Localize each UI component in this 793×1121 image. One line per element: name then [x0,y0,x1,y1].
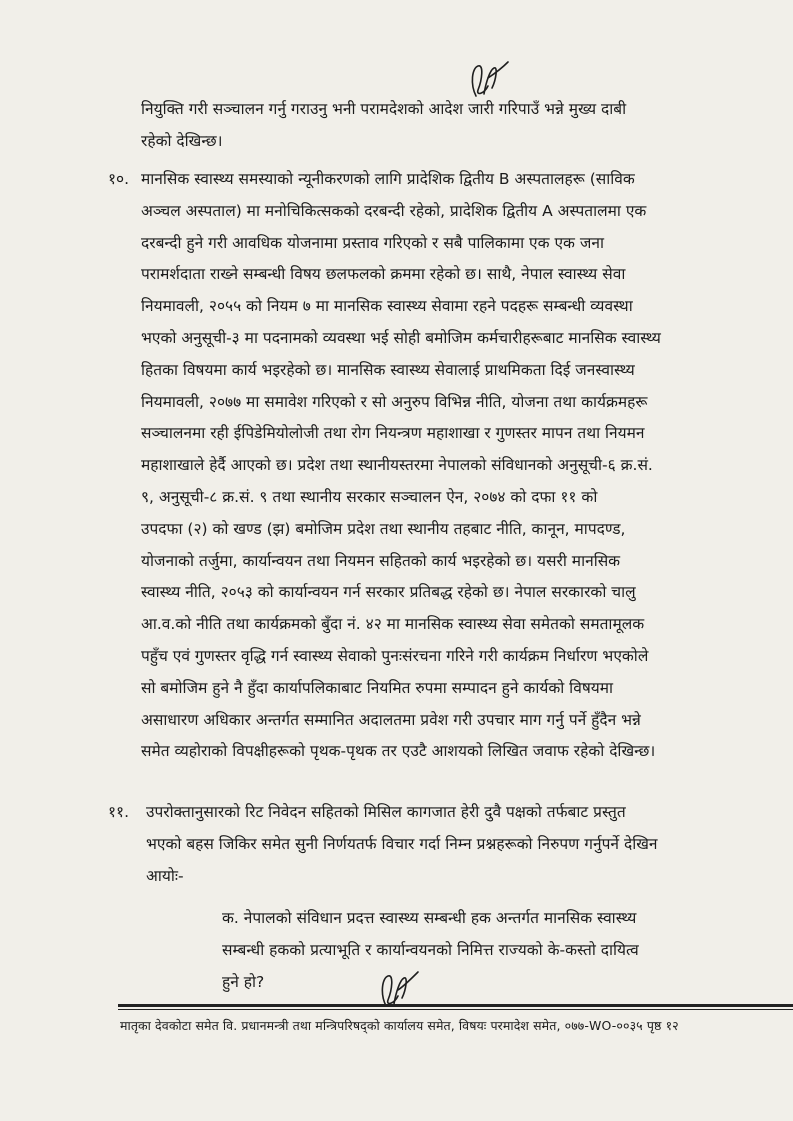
text-line: आयोः- [146,866,184,885]
text-line: हितका विषयमा कार्य भइरहेको छ। मानसिक स्वास्थ्य सेवालाई प्राथमिकता दिई जनस्वास्थ्य [141,360,635,379]
text-line: उपरोक्तानुसारको रिट निवेदन सहितको मिसिल कागजात हेरी दुवै पक्षको तर्फबाट प्रस्तुत [146,803,626,821]
paragraph-10 [141,164,771,768]
question-ka [222,903,774,998]
text-line: परामर्शदाता राख्ने सम्बन्धी विषय छलफलको क्रममा रहेको छ। साथै, नेपाल स्वास्थ्य सेवा [141,265,626,284]
text-line: ९, अनुसूची-८ क्र.सं. ९ तथा स्थानीय सरकार सञ्चालन ऐन, २०७४ को दफा ११ को [141,487,598,506]
text-line: नियमावली, २०५५ को नियम ७ मा मानसिक स्वास्थ्य सेवामा रहने पदहरू सम्बन्धी व्यवस्था [141,297,633,316]
text-line: पहुँच एवं गुणस्तर वृद्धि गर्न स्वास्थ्य सेवाको पुनःसंरचना गरिने गरी कार्यक्रम निर्धारण भएकोले [141,646,649,665]
text-line: सम्बन्धी हकको प्रत्याभूति र कार्यान्वयनको निमित्त राज्यको के-कस्तो दायित्व [222,940,639,959]
text-line: रहेको देखिन्छ। [141,131,223,150]
footer-case-line: मातृका देवकोटा समेत वि. प्रधानमन्त्री तथा मन्त्रिपरिषद्को कार्यालय समेत, विषयः परमादेश समेत, ०७७-WO-००३५ पृष्ठ १२ [120,1018,679,1033]
continuation-paragraph [141,94,766,158]
text-line: दरबन्दी हुने गरी आवधिक योजनामा प्रस्ताव गरिएको र सबै पालिकामा एक एक जना [141,233,604,252]
footer-rule-thin [118,1009,793,1010]
text-line: भएको अनुसूची-३ मा पदनामको व्यवस्था भई सोही बमोजिम कर्मचारीहरूबाट मानसिक स्वास्थ्य [141,328,661,347]
paragraph-number-11: ११. [108,803,130,821]
text-line: समेत व्यहोराको विपक्षीहरूको पृथक-पृथक तर एउटै आशयको लिखित जवाफ रहेको देखिन्छ। [141,742,656,761]
footer-rule-thick [118,1004,793,1007]
text-line: हुने हो? [222,972,265,991]
text-line: असाधारण अधिकार अन्तर्गत सम्मानित अदालतमा प्रवेश गरी उपचार माग गर्नु पर्ने हुँदैन भन्ने [141,710,641,729]
paragraph-11 [146,797,782,892]
text-line: नियुक्ति गरी सञ्चालन गर्नु गराउनु भनी परामदेशको आदेश जारी गरिपाउँ भन्ने मुख्य दाबी [141,100,627,118]
text-line: भएको बहस जिकिर समेत सुनी निर्णयतर्फ विचार गर्दा निम्न प्रश्नहरूको निरुपण गर्नुपर्ने देखिन [146,834,658,853]
text-line: महाशाखाले हेर्दै आएको छ। प्रदेश तथा स्थानीयस्तरमा नेपालको संविधानको अनुसूची-६ क्र.सं. [141,456,653,475]
text-line: क. नेपालको संविधान प्रदत्त स्वास्थ्य सम्बन्धी हक अन्तर्गत मानसिक स्वास्थ्य [222,909,637,927]
text-line: मानसिक स्वास्थ्य समस्याको न्यूनीकरणको लागि प्रादेशिक द्वितीय B अस्पतालहरू (साविक [141,170,635,188]
text-line: स्वास्थ्य नीति, २०५३ को कार्यान्वयन गर्न सरकार प्रतिबद्ध रहेको छ। नेपाल सरकारको चालु [141,583,636,602]
text-line: योजनाको तर्जुमा, कार्यान्वयन तथा नियमन सहितको कार्य भइरहेको छ। यसरी मानसिक [141,551,621,570]
text-line: सञ्चालनमा रही ईपिडेमियोलोजी तथा रोग नियन्त्रण महाशाखा र गुणस्तर मापन तथा नियमन [141,424,645,443]
text-line: सो बमोजिम हुने नै हुँदा कार्यापलिकाबाट नियमित रुपमा सम्पादन हुने कार्यको विषयमा [141,678,614,697]
text-line: आ.व.को नीति तथा कार्यक्रमको बुँदा नं. ४२ मा मानसिक स्वास्थ्य सेवा समेतको समतामूलक [141,615,645,634]
text-line: अञ्चल अस्पताल) मा मनोचिकित्सकको दरबन्दी रहेको, प्रादेशिक द्वितीय A अस्पतालमा एक [141,201,647,220]
text-line: उपदफा (२) को खण्ड (झ) बमोजिम प्रदेश तथा स्थानीय तहबाट नीति, कानून, मापदण्ड, [141,519,626,538]
paragraph-number-10: १०. [108,170,130,188]
text-line: नियमावली, २०७७ मा समावेश गरिएको र सो अनुरुप विभिन्न नीति, योजना तथा कार्यक्रमहरू [141,392,648,411]
